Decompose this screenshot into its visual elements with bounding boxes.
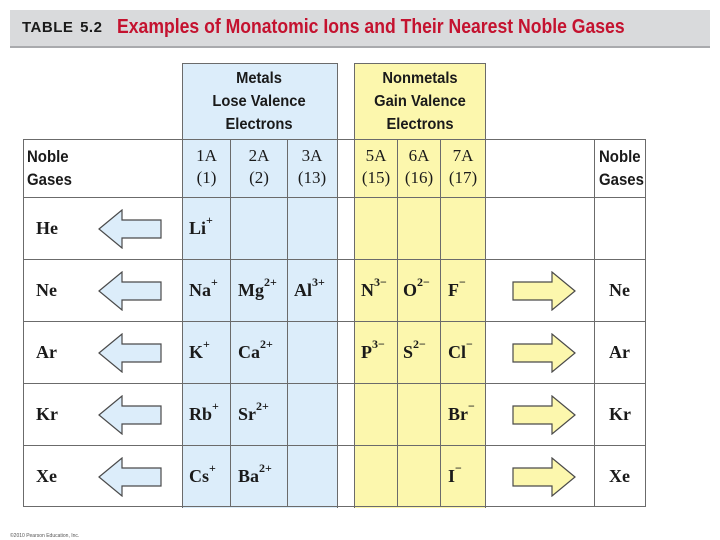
ion-cell: [238, 399, 269, 425]
metals-heading: [188, 67, 330, 136]
group-number: (1): [196, 168, 217, 187]
metals-heading-line: Metals: [236, 70, 282, 87]
left-arrow-icon: [98, 457, 162, 497]
right-arrow-icon: [512, 395, 576, 435]
noble-gases-heading-left: [27, 145, 72, 191]
ion-cell: [189, 213, 213, 239]
table-number: 5.2: [80, 19, 103, 36]
ion-cell: [448, 275, 466, 301]
ion-charge: 3−: [374, 275, 387, 289]
left-arrow-icon: [98, 271, 162, 311]
group-header-2a: [231, 145, 287, 189]
ion-symbol: O: [403, 280, 418, 300]
metals-heading-line: Electrons: [225, 116, 293, 133]
group-number: (16): [404, 168, 434, 187]
left-arrow-icon: [98, 209, 162, 249]
group-header-7a: [441, 145, 485, 189]
noble-gases-heading-right: [599, 145, 644, 191]
group-header-6a: [398, 145, 440, 189]
nonmetals-heading-line: Gain Valence: [374, 93, 466, 110]
ion-symbol: Li: [189, 218, 207, 238]
noble-gas-right: Xe: [609, 466, 630, 486]
table-label: [22, 19, 102, 36]
column-divider: [594, 139, 595, 507]
noble-gas-left: Ne: [36, 280, 57, 300]
ion-symbol: Cs: [189, 466, 210, 486]
ion-symbol: P: [361, 342, 372, 362]
group-header-5a: [355, 145, 397, 189]
ion-cell: [189, 337, 210, 363]
ion-cell: [361, 275, 387, 301]
ion-cell: [403, 275, 430, 301]
group-number: (15): [361, 168, 391, 187]
copyright: ©2010 Pearson Education, Inc.: [10, 533, 80, 539]
right-arrow-icon: [512, 333, 576, 373]
ion-symbol: Na: [189, 280, 211, 300]
ion-cell: [448, 461, 462, 487]
ion-cell: [238, 337, 273, 363]
ion-symbol: S: [403, 342, 414, 362]
noble-gas-left: Ar: [36, 342, 57, 362]
column-divider: [440, 139, 441, 507]
table-title: Examples of Monatomic Ions and Their Nearest Noble Gases: [117, 16, 625, 38]
nonmetals-heading: [359, 67, 480, 136]
ion-charge: +: [203, 337, 210, 351]
noble-gas-right: Ar: [609, 342, 630, 362]
group-name: 7A: [452, 146, 474, 165]
ion-symbol: I: [448, 466, 456, 486]
nonmetals-heading-line: Nonmetals: [382, 70, 458, 87]
row-divider: [23, 383, 646, 384]
left-arrow-icon: [98, 395, 162, 435]
ion-table: [23, 139, 646, 507]
noble-gas-left: He: [36, 218, 58, 238]
ion-cell: [189, 275, 218, 301]
ion-charge: 2−: [417, 275, 430, 289]
ion-symbol: N: [361, 280, 374, 300]
ion-charge: 2+: [259, 461, 272, 475]
ion-symbol: Ca: [238, 342, 260, 362]
ion-cell: [448, 337, 473, 363]
ion-charge: −: [468, 399, 475, 413]
ion-cell: [238, 461, 272, 487]
group-name: 2A: [248, 146, 270, 165]
group-name: 6A: [408, 146, 430, 165]
metals-heading-line: Lose Valence: [212, 93, 306, 110]
noble-gas-left: Kr: [36, 404, 58, 424]
ion-charge: −: [455, 461, 462, 475]
ion-charge: +: [212, 399, 219, 413]
ion-charge: 2−: [413, 337, 426, 351]
ion-symbol: Mg: [238, 280, 264, 300]
noble-gases-heading-line: Noble: [599, 147, 641, 166]
group-name: 1A: [196, 146, 217, 165]
ion-cell: [189, 461, 216, 487]
ion-symbol: K: [189, 342, 204, 362]
group-number: (17): [448, 168, 478, 187]
ion-charge: 2+: [264, 275, 277, 289]
ion-charge: +: [211, 275, 218, 289]
ion-charge: 3+: [312, 275, 325, 289]
right-arrow-icon: [512, 271, 576, 311]
ion-symbol: Ba: [238, 466, 260, 486]
group-name: 3A: [301, 146, 323, 165]
ion-charge: 2+: [256, 399, 269, 413]
ion-charge: 2+: [260, 337, 273, 351]
ion-symbol: F: [448, 280, 459, 300]
ion-charge: +: [209, 461, 216, 475]
ion-charge: −: [459, 275, 466, 289]
group-header-1a: [183, 145, 230, 189]
row-divider: [23, 321, 646, 322]
ion-symbol: Cl: [448, 342, 466, 362]
ion-symbol: Rb: [189, 404, 213, 424]
column-divider: [230, 139, 231, 507]
ion-charge: 3−: [372, 337, 385, 351]
ion-cell: [361, 337, 385, 363]
noble-gases-heading-line: Gases: [599, 170, 644, 189]
noble-gases-heading-line: Noble: [27, 147, 69, 166]
ion-cell: [294, 275, 325, 301]
noble-gas-right: Ne: [609, 280, 630, 300]
ion-cell: [403, 337, 426, 363]
ion-charge: −: [466, 337, 473, 351]
column-divider: [287, 139, 288, 507]
ion-cell: [238, 275, 277, 301]
group-name: 5A: [365, 146, 387, 165]
group-number: (2): [249, 168, 269, 187]
group-header-3a: [288, 145, 336, 189]
column-divider: [397, 139, 398, 507]
ion-cell: [189, 399, 219, 425]
row-divider: [23, 445, 646, 446]
ion-cell: [448, 399, 475, 425]
noble-gas-right: Kr: [609, 404, 631, 424]
ion-symbol: Sr: [238, 404, 256, 424]
group-number: (13): [297, 168, 327, 187]
nonmetals-heading-line: Electrons: [386, 116, 454, 133]
table-label-text: TABLE: [22, 19, 74, 36]
table-header-bar: [10, 10, 710, 48]
ion-symbol: Br: [448, 404, 468, 424]
row-divider: [23, 197, 646, 198]
left-arrow-icon: [98, 333, 162, 373]
noble-gas-left: Xe: [36, 466, 57, 486]
ion-symbol: Al: [294, 280, 312, 300]
row-divider: [23, 259, 646, 260]
ion-charge: +: [206, 213, 213, 227]
noble-gases-heading-line: Gases: [27, 170, 72, 189]
right-arrow-icon: [512, 457, 576, 497]
